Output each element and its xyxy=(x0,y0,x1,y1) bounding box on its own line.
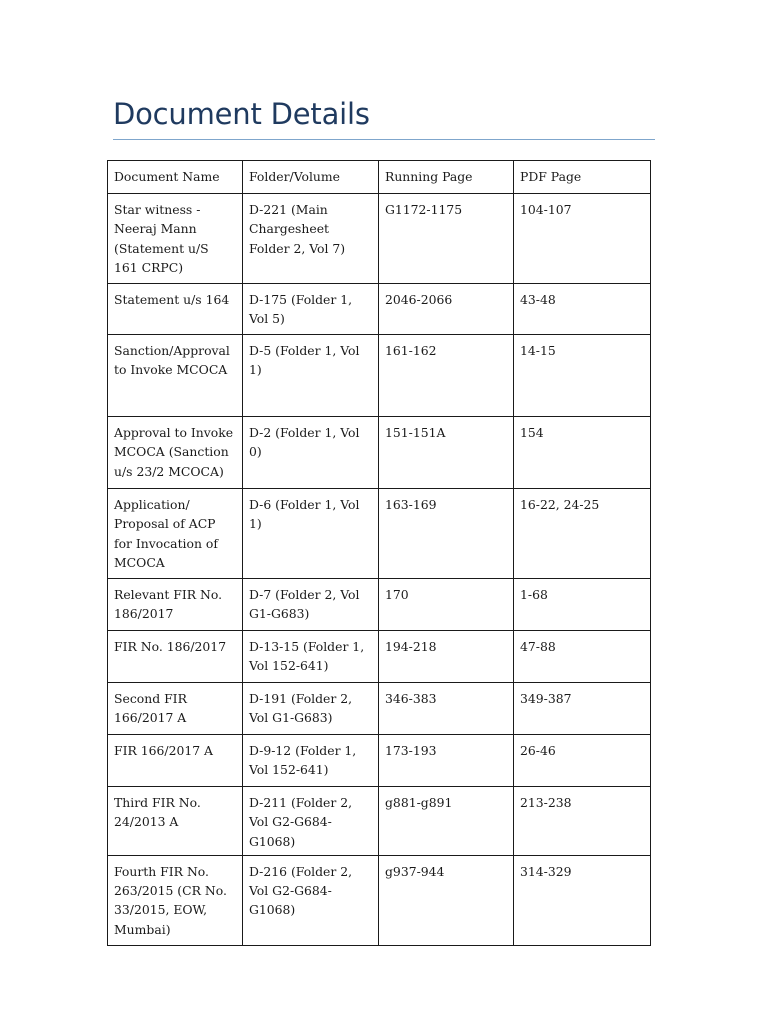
cell-document-name: Star witness - Neeraj Mann (Statement u/S 161 CRPC) xyxy=(108,194,243,284)
cell-document-name: Sanction/Approval to Invoke MCOCA xyxy=(108,335,243,417)
header-document-name: Document Name xyxy=(108,161,243,194)
header-running-page: Running Page xyxy=(379,161,514,194)
table-row xyxy=(108,489,651,579)
cell-pdf-page: 26-46 xyxy=(514,735,651,787)
cell-running-page: G1172-1175 xyxy=(379,194,514,284)
cell-folder-volume: D-9-12 (Folder 1, Vol 152-641) xyxy=(243,735,379,787)
cell-folder-volume: D-2 (Folder 1, Vol 0) xyxy=(243,417,379,489)
cell-folder-volume: D-13-15 (Folder 1, Vol 152-641) xyxy=(243,631,379,683)
table-row xyxy=(108,631,651,683)
table-row xyxy=(108,735,651,787)
table-row xyxy=(108,787,651,856)
cell-pdf-page: 349-387 xyxy=(514,683,651,735)
cell-running-page: 2046-2066 xyxy=(379,284,514,335)
table-row xyxy=(108,683,651,735)
table-row xyxy=(108,194,651,284)
cell-document-name: FIR 166/2017 A xyxy=(108,735,243,787)
cell-running-page: 173-193 xyxy=(379,735,514,787)
cell-document-name: Statement u/s 164 xyxy=(108,284,243,335)
cell-running-page: 194-218 xyxy=(379,631,514,683)
cell-document-name: Fourth FIR No. 263/2015 (CR No. 33/2015, EOW, Mumbai) xyxy=(108,855,243,945)
cell-running-page: 163-169 xyxy=(379,489,514,579)
cell-folder-volume: D-221 (Main Chargesheet Folder 2, Vol 7) xyxy=(243,194,379,284)
table-row xyxy=(108,579,651,631)
table-row xyxy=(108,284,651,335)
table-row xyxy=(108,855,651,945)
document-details-table xyxy=(107,160,651,946)
cell-pdf-page: 16-22, 24-25 xyxy=(514,489,651,579)
cell-running-page: g937-944 xyxy=(379,855,514,945)
title-underline xyxy=(113,139,655,140)
cell-pdf-page: 43-48 xyxy=(514,284,651,335)
cell-running-page: 161-162 xyxy=(379,335,514,417)
table-header-row xyxy=(108,161,651,194)
cell-pdf-page: 14-15 xyxy=(514,335,651,417)
cell-pdf-page: 104-107 xyxy=(514,194,651,284)
cell-pdf-page: 213-238 xyxy=(514,787,651,856)
cell-document-name: Approval to Invoke MCOCA (Sanction u/s 23/2 MCOCA) xyxy=(108,417,243,489)
cell-running-page: 346-383 xyxy=(379,683,514,735)
cell-folder-volume: D-175 (Folder 1, Vol 5) xyxy=(243,284,379,335)
cell-folder-volume: D-6 (Folder 1, Vol 1) xyxy=(243,489,379,579)
cell-document-name: FIR No. 186/2017 xyxy=(108,631,243,683)
cell-folder-volume: D-191 (Folder 2, Vol G1-G683) xyxy=(243,683,379,735)
cell-document-name: Second FIR 166/2017 A xyxy=(108,683,243,735)
cell-running-page: 151-151A xyxy=(379,417,514,489)
cell-pdf-page: 1-68 xyxy=(514,579,651,631)
cell-document-name: Third FIR No. 24/2013 A xyxy=(108,787,243,856)
header-folder-volume: Folder/Volume xyxy=(243,161,379,194)
cell-document-name: Application/ Proposal of ACP for Invocation of MCOCA xyxy=(108,489,243,579)
cell-folder-volume: D-7 (Folder 2, Vol G1-G683) xyxy=(243,579,379,631)
table-row xyxy=(108,335,651,417)
cell-folder-volume: D-5 (Folder 1, Vol 1) xyxy=(243,335,379,417)
cell-running-page: 170 xyxy=(379,579,514,631)
cell-folder-volume: D-216 (Folder 2, Vol G2-G684-G1068) xyxy=(243,855,379,945)
table-row xyxy=(108,417,651,489)
cell-document-name: Relevant FIR No. 186/2017 xyxy=(108,579,243,631)
document-title: Document Details xyxy=(113,97,370,131)
cell-running-page: g881-g891 xyxy=(379,787,514,856)
header-pdf-page: PDF Page xyxy=(514,161,651,194)
cell-pdf-page: 314-329 xyxy=(514,855,651,945)
cell-folder-volume: D-211 (Folder 2, Vol G2-G684-G1068) xyxy=(243,787,379,856)
cell-pdf-page: 47-88 xyxy=(514,631,651,683)
cell-pdf-page: 154 xyxy=(514,417,651,489)
